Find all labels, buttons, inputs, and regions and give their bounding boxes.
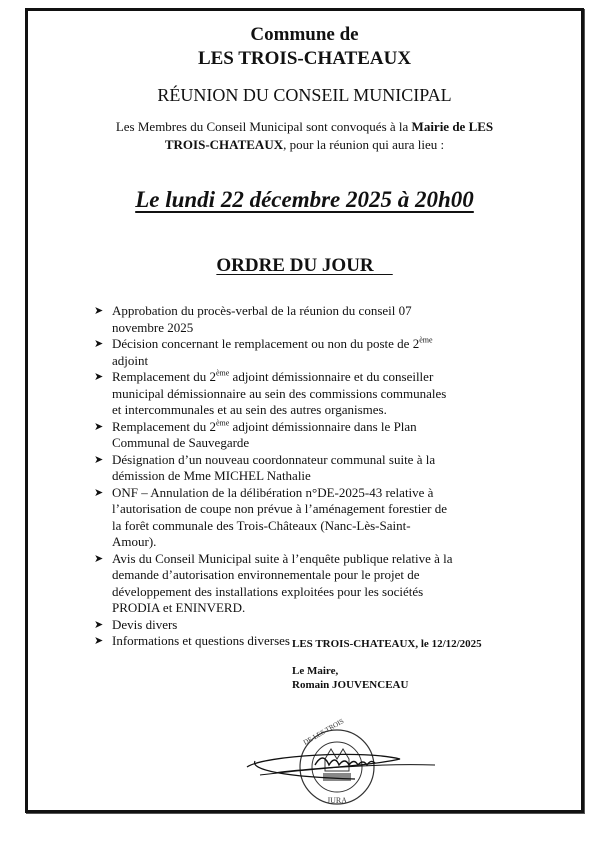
agenda-item	[94, 452, 454, 485]
arrowhead-bullet-icon: ➤	[94, 486, 104, 499]
agenda-item-text: Informations et questions diverses	[112, 633, 290, 648]
agenda-item-text: ONF – Annulation de la délibération n°DE-2025-43 relative à l’autorisation de coupe non prévue à l’aménagement forestier de la forêt communale des Trois-Châteaux (Nanc-Lès-Saint-Amour).	[112, 484, 447, 549]
agenda-title-text: ORDRE DU JOUR	[216, 255, 374, 276]
official-seal-icon	[245, 715, 445, 815]
agenda-item	[94, 369, 454, 419]
signer-role: Le Maire,	[292, 665, 339, 677]
meeting-date-text: Le lundi 22 décembre 2025 à 20h00	[135, 187, 474, 212]
agenda-item-text-cont: adjoint	[112, 352, 149, 368]
arrowhead-bullet-icon: ➤	[94, 453, 104, 466]
agenda-item-text: Décision concernant le remplacement ou non du poste de 2	[112, 336, 420, 351]
agenda-item	[94, 336, 454, 369]
ordinal-suffix: ème	[215, 368, 230, 378]
arrowhead-bullet-icon: ➤	[94, 552, 104, 565]
agenda-item-text: Remplacement du 2	[112, 418, 216, 434]
intro-text: Les Membres du Conseil Municipal sont convoqués à la	[115, 119, 412, 134]
ordinal-suffix: ème	[215, 418, 230, 428]
signer-name: Romain JOUVENCEAU	[292, 679, 409, 691]
svg-text:JURA: JURA	[326, 796, 348, 805]
agenda-item	[94, 551, 454, 617]
agenda-title	[25, 255, 584, 277]
agenda-item-text: Avis du Conseil Municipal suite à l’enquête publique relative à la demande d’autorisation environnementale pour le projet de développement des installations exploitées pour les sociétés PRODIA et ENINVERD.	[112, 550, 453, 615]
agenda-item	[94, 485, 454, 551]
place-date: LES TROIS-CHATEAUX, le 12/12/2025	[292, 638, 482, 650]
arrowhead-bullet-icon: ➤	[94, 371, 104, 383]
agenda-item-text: Devis divers	[112, 616, 178, 632]
commune-name: LES TROIS-CHATEAUX	[197, 48, 412, 69]
meeting-title: RÉUNION DU CONSEIL MUNICIPAL	[157, 85, 452, 105]
intro-location: Mairie de LES TROIS-CHATEAUX	[164, 119, 494, 152]
intro-paragraph	[100, 118, 509, 153]
meeting-date	[25, 187, 584, 213]
commune-prefix: Commune de	[250, 24, 359, 45]
arrowhead-bullet-icon: ➤	[94, 420, 104, 433]
ordinal-suffix: ème	[419, 335, 433, 345]
svg-text:DE LES TROIS: DE LES TROIS	[302, 717, 346, 747]
agenda-item-text: Remplacement du 2	[112, 369, 216, 384]
agenda-item	[94, 419, 454, 452]
intro-text-end: , pour la réunion qui aura lieu :	[283, 136, 445, 152]
arrowhead-bullet-icon: ➤	[94, 635, 104, 647]
agenda-item-text-cont: adjoint démissionnaire dans le Plan Communal de Sauvegarde	[112, 418, 417, 450]
agenda-item	[94, 303, 454, 336]
agenda-item-text: Approbation du procès-verbal de la réunion du conseil 07 novembre 2025	[112, 303, 412, 335]
arrowhead-bullet-icon: ➤	[94, 338, 104, 350]
arrowhead-bullet-icon: ➤	[94, 618, 104, 631]
arrowhead-bullet-icon: ➤	[94, 305, 104, 317]
agenda-item	[94, 617, 454, 634]
signature-block	[292, 637, 482, 692]
agenda-item-text: Désignation d’un nouveau coordonnateur communal suite à la démission de Mme MICHEL Nathalie	[112, 451, 436, 483]
agenda-item-text-cont: adjoint démissionnaire et du conseiller municipal démissionnaire au sein des commissions communales et intercommunales et au sein des autres organismes.	[112, 369, 447, 417]
agenda-list	[94, 303, 454, 650]
